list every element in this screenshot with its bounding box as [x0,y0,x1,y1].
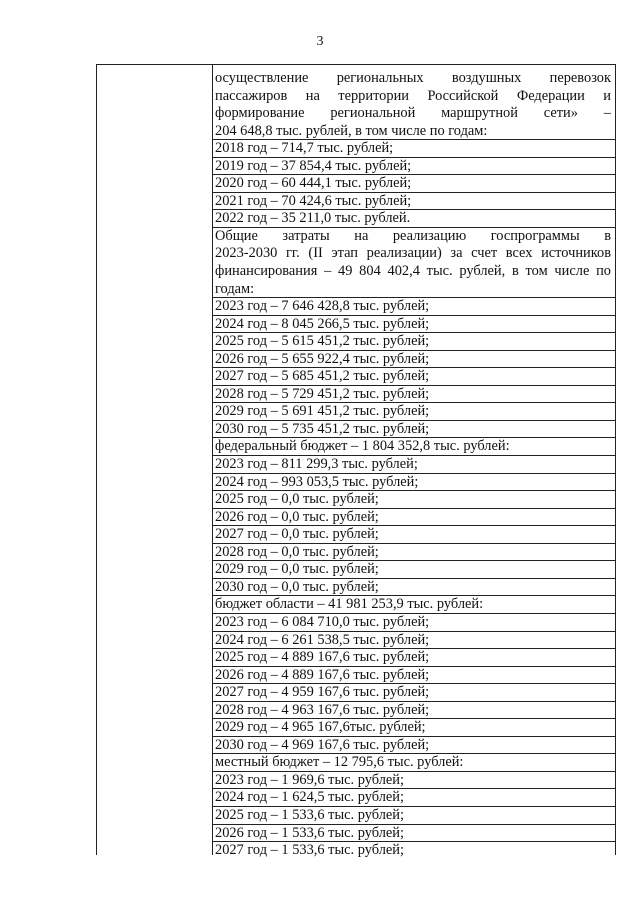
funding-line: бюджет области – 41 981 253,9 тыс. рублей: [213,596,615,614]
funding-line: 2028 год – 4 963 167,6 тыс. рублей; [213,702,615,720]
funding-line: 2022 год – 35 211,0 тыс. рублей. [213,210,615,228]
funding-line: 2019 год – 37 854,4 тыс. рублей; [213,158,615,176]
table-right-cell [213,65,615,859]
funding-line: формирование региональной маршрутной сети» – [215,105,611,122]
funding-line: федеральный бюджет – 1 804 352,8 тыс. рублей: [213,438,615,456]
funding-line: 2029 год – 5 691 451,2 тыс. рублей; [213,403,615,421]
funding-line: 2023 год – 7 646 428,8 тыс. рублей; [213,298,615,316]
funding-line: 2028 год – 5 729 451,2 тыс. рублей; [213,386,615,404]
funding-line: 2030 год – 4 969 167,6 тыс. рублей; [213,737,615,755]
funding-line: 2029 год – 4 965 167,6тыс. рублей; [213,719,615,737]
funding-line: 204 648,8 тыс. рублей, в том числе по годам: [213,123,615,141]
funding-line: финансирования – 49 804 402,4 тыс. рублей, в том числе по [215,263,611,280]
funding-line: местный бюджет – 12 795,6 тыс. рублей: [213,754,615,772]
funding-line: 2023-2030 гг. (II этап реализации) за счет всех источников [215,245,611,262]
funding-line: пассажиров на территории Российской Федерации и [215,87,611,104]
funding-line: 2023 год – 811 299,3 тыс. рублей; [213,456,615,474]
funding-line: 2021 год – 70 424,6 тыс. рублей; [213,193,615,211]
funding-line: 2027 год – 5 685 451,2 тыс. рублей; [213,368,615,386]
funding-line: 2024 год – 1 624,5 тыс. рублей; [213,789,615,807]
funding-line: 2026 год – 0,0 тыс. рублей; [213,509,615,527]
funding-line: Общие затраты на реализацию госпрограммы в [215,227,611,244]
funding-line: 2026 год – 4 889 167,6 тыс. рублей; [213,667,615,685]
funding-line: 2024 год – 6 261 538,5 тыс. рублей; [213,632,615,650]
funding-line: 2023 год – 6 084 710,0 тыс. рублей; [213,614,615,632]
funding-line: 2024 год – 993 053,5 тыс. рублей; [213,474,615,492]
funding-line: 2027 год – 0,0 тыс. рублей; [213,526,615,544]
funding-line: 2025 год – 4 889 167,6 тыс. рублей; [213,649,615,667]
funding-line: 2023 год – 1 969,6 тыс. рублей; [213,772,615,790]
funding-line: осуществление региональных воздушных перевозок [215,70,611,86]
funding-line: 2018 год – 714,7 тыс. рублей; [213,140,615,158]
program-funding-table [96,64,616,859]
funding-line: 2026 год – 5 655 922,4 тыс. рублей; [213,351,615,369]
funding-line: 2026 год – 1 533,6 тыс. рублей; [213,825,615,843]
table-left-cell [97,65,213,855]
page-number: 3 [316,34,324,49]
funding-line: 2024 год – 8 045 266,5 тыс. рублей; [213,316,615,334]
funding-text-lines [213,70,615,860]
funding-line: 2025 год – 5 615 451,2 тыс. рублей; [213,333,615,351]
funding-line: 2029 год – 0,0 тыс. рублей; [213,561,615,579]
funding-line: годам: [213,281,615,299]
funding-line: 2025 год – 1 533,6 тыс. рублей; [213,807,615,825]
funding-line: 2027 год – 4 959 167,6 тыс. рублей; [213,684,615,702]
funding-line: 2027 год – 1 533,6 тыс. рублей; [215,842,404,859]
funding-line: 2025 год – 0,0 тыс. рублей; [213,491,615,509]
funding-line: 2030 год – 5 735 451,2 тыс. рублей; [213,421,615,439]
funding-line: 2028 год – 0,0 тыс. рублей; [213,544,615,562]
funding-line: 2020 год – 60 444,1 тыс. рублей; [213,175,615,193]
funding-line: 2030 год – 0,0 тыс. рублей; [213,579,615,597]
